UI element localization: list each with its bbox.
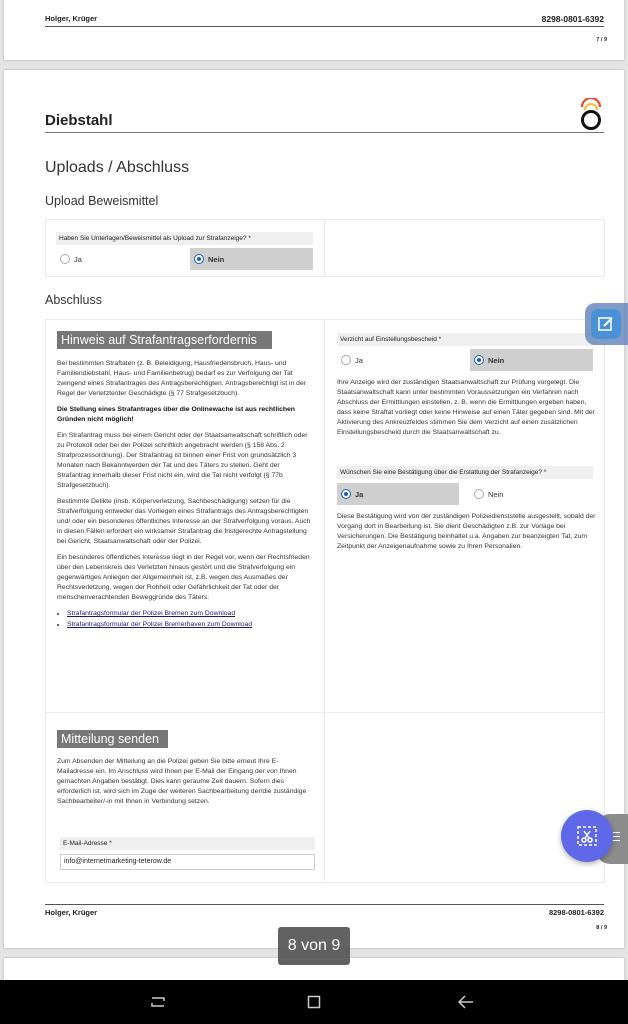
document-title: Diebstahl bbox=[45, 112, 113, 129]
upload-option-ja[interactable] bbox=[56, 248, 186, 270]
confirmation-option-ja[interactable] bbox=[337, 483, 459, 505]
abschluss-column-divider bbox=[324, 319, 325, 883]
section-heading: Uploads / Abschluss bbox=[45, 159, 190, 176]
radio-unchecked-icon bbox=[60, 254, 70, 264]
edit-floating-button[interactable] bbox=[585, 303, 628, 345]
waiver-option-ja[interactable] bbox=[337, 349, 467, 371]
upload-option-nein[interactable] bbox=[190, 248, 313, 270]
hint-paragraph-5: Ein besonderes öffentliches Interesse liegt in der Regel vor, wenn der Rechtsfrieden über den Lebenskreis des Verletzten hinaus gestört und die Strafverfolgung ein gegenwärtiges Anliegen der Allgemeinheit ist, z.B. wegen des Ausmaßes der Rechtsverletzung, wegen der Rohheit oder Gefährlichkeit der Tat oder der menschenverachtenden Beweggründe des Täters. bbox=[57, 554, 310, 601]
waiver-description: Ihre Anzeige wird der zuständigen Staatsanwaltschaft zur Prüfung vorgelegt. Die Staatsanwaltschaft kann unter bestimmten Voraussetzungen ein Verfahren nach Abschluss der Ermittlungen einstellen, z. B. wenn die Ermittlungen ergeben haben, dass keine Straftat vorliegt oder keine Hinweise auf einen Täter gegeben sind. Mit der Aktivierung des Ankreuzfeldes stimmen Sie dem Verzicht auf einen zusätzlichen Einstellungsbescheid durch die Staatsanwaltschaft zu. bbox=[337, 379, 595, 436]
header-doc-number: 8298-0801-6392 bbox=[541, 14, 604, 24]
edit-pencil-icon bbox=[597, 315, 615, 333]
hint-banner: Hinweis auf Strafantragserfordernis bbox=[57, 331, 272, 349]
page-number: 7 / 9 bbox=[596, 37, 607, 43]
page-indicator: 8 von 9 bbox=[278, 927, 350, 965]
page-footer bbox=[45, 904, 604, 917]
option-label: Nein bbox=[488, 355, 505, 365]
recent-apps-button[interactable] bbox=[146, 990, 170, 1014]
home-button[interactable] bbox=[302, 990, 326, 1014]
option-label: Ja bbox=[355, 489, 364, 499]
waiver-question: Verzicht auf Einstellungsbescheid * bbox=[337, 333, 593, 346]
footer-doc-number: 8298-0801-6392 bbox=[548, 908, 604, 917]
hint-paragraph-1: Bei bestimmten Straftaten (z. B. Beleidigung, Hausfriedensbruch, Haus- und Familiendiebstahl, Haus- und Familienbetrug) bedarf es zur Verfolgung der Tat zwingend eines Strafantrages des Antragsberechtigten. Antragsberechtigt ist in der Regel der Verletzte/der Geschädigte (§ 77 Strafgesetzbuch). bbox=[57, 360, 306, 397]
email-label: E-Mail-Adresse * bbox=[60, 837, 315, 850]
capture-floating-button[interactable] bbox=[561, 810, 613, 862]
previous-pdf-page bbox=[4, 0, 624, 60]
option-label: Ja bbox=[74, 254, 82, 264]
back-arrow-icon bbox=[458, 995, 474, 1009]
radio-unchecked-icon bbox=[474, 489, 484, 499]
page-header bbox=[45, 14, 604, 27]
title-divider bbox=[45, 132, 604, 133]
hint-paragraph-bold: Die Stellung eines Strafantrages über die Onlinewache ist aus rechtlichen Gründen nicht möglich! bbox=[57, 406, 295, 423]
radio-checked-icon bbox=[194, 254, 204, 264]
home-icon bbox=[307, 995, 321, 1009]
radio-checked-icon bbox=[474, 355, 484, 365]
send-banner: Mitteilung senden bbox=[57, 730, 168, 748]
email-input[interactable]: info@internetmarketing-teterow.de bbox=[60, 854, 315, 870]
link-bremerhaven-form[interactable]: Strafantragsformular der Polizei Bremerhaven zum Download bbox=[67, 621, 253, 628]
radio-checked-icon bbox=[341, 489, 351, 499]
download-links bbox=[57, 609, 315, 630]
header-name: Holger, Krüger bbox=[45, 14, 98, 23]
recent-apps-icon bbox=[149, 995, 167, 1009]
page-number: 8 / 9 bbox=[596, 925, 607, 931]
hint-paragraph-4: Bestimmte Delikte (insb. Körperverletzung, Sachbeschädigung) setzen für die Strafverfolgung entweder das Vorliegen eines Strafantrags des Antragsberechtigten und/ oder ein besonderes öffentliches Interesse an der Strafverfolgung voraus. Auch in diesen Fällen erfordert ein wirksamer Strafantrag die fristgerechte Antragstellung bei Gericht, Staatsanwaltschaft oder der Polizei. bbox=[57, 498, 311, 545]
send-section-divider bbox=[45, 712, 605, 713]
option-label: Nein bbox=[488, 489, 504, 499]
waiver-option-nein[interactable] bbox=[470, 349, 593, 371]
option-label: Nein bbox=[208, 254, 225, 264]
back-button[interactable] bbox=[454, 990, 478, 1014]
link-bremen-form[interactable]: Strafantragsformular der Polizei Bremen zum Download bbox=[67, 610, 236, 617]
option-label: Ja bbox=[355, 355, 363, 365]
upload-column-divider bbox=[324, 219, 325, 277]
police-logo-icon bbox=[579, 98, 603, 132]
radio-unchecked-icon bbox=[341, 355, 351, 365]
confirmation-question: Wünschen Sie eine Bestätigung über die Erstattung der Strafanzeige? * bbox=[337, 466, 593, 479]
upload-heading: Upload Beweismittel bbox=[45, 194, 159, 208]
system-navigation-bar bbox=[0, 980, 628, 1024]
screen-capture-scissors-icon bbox=[575, 824, 599, 848]
current-pdf-page bbox=[4, 70, 624, 948]
confirmation-description: Diese Bestätigung wird von der zuständigen Polizeidienststelle ausgestellt, sobald der Vorgang dort in Bearbeitung ist. Sie dient Geschädigten z.B. zur Vorlage bei Versicherungen. Die Bestätigung beinhaltet u.a. Angaben zur beanzeigten Tat, zum Zeitpunkt der Anzeigenaufnahme sowie zu Ihren Personalien. bbox=[337, 513, 596, 550]
hint-text bbox=[57, 359, 315, 631]
confirmation-option-nein[interactable] bbox=[470, 483, 593, 505]
footer-name: Holger, Krüger bbox=[45, 908, 98, 917]
upload-question: Haben Sie Unterlagen/Beweismittel als Upload zur Strafanzeige? * bbox=[56, 232, 313, 245]
send-text: Zum Absenden der Mitteilung an die Polizei geben Sie bitte erneut Ihre E-Mailadresse ein. Im Anschluss wird Ihnen per E-Mail der Eingang der von Ihnen gemachten Angaben bestätigt. Dies kann geraume Zeit dauern. Sofern dies erforderlich ist, wird sich im Zuge der weiteren Sachbearbeitung der/die zuständige Sachbearbeiter/-in mit Ihnen in Verbindung setzen. bbox=[57, 758, 307, 805]
hint-paragraph-3: Ein Strafantrag muss bei einem Gericht oder der Staatsanwaltschaft schriftlich oder zu Protokoll oder bei der Polizei schriftlich angebracht werden (§ 158 Abs. 2 Strafprozessordnung). Der Strafantrag ist binnen einer Frist von grundsätzlich 3 Monaten nach Bekanntwerden der Tat und des Täters zu stellen. Geht der Strafantrag innerhalb dieser Frist nicht ein, wird die Tat nicht verfolgt (§ 77b Strafgesetzbuch). bbox=[57, 432, 308, 489]
abschluss-heading: Abschluss bbox=[45, 293, 102, 307]
